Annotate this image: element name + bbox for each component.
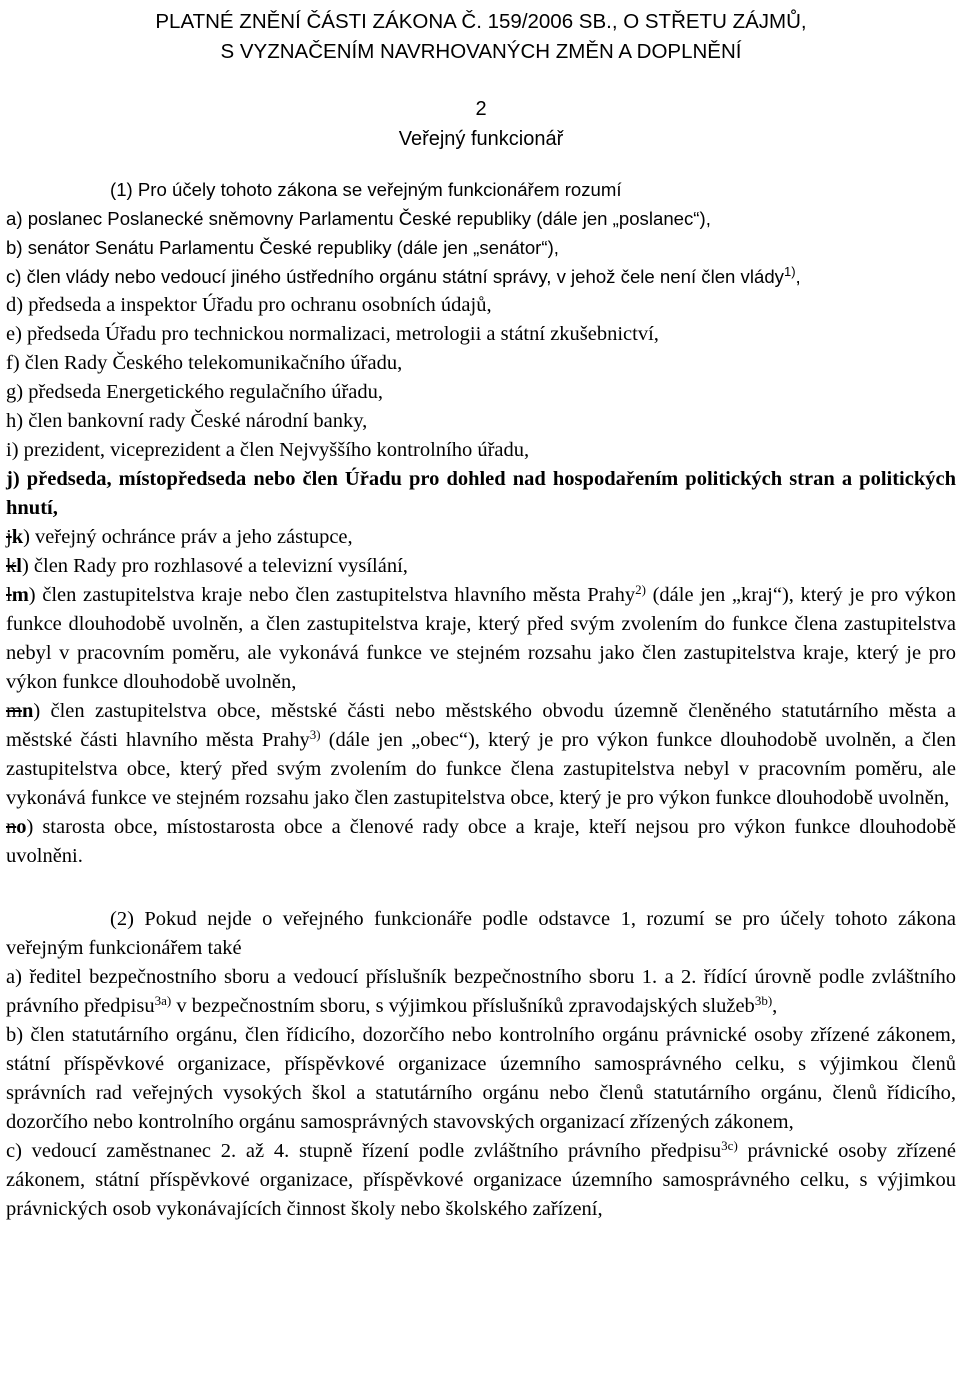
item-o — [6, 813, 956, 871]
header-line-2: S VYZNAČENÍM NAVRHOVANÝCH ZMĚN A DOPLNĚNÍ — [220, 40, 742, 63]
item-m-text-2: (dále jen „kraj“), který je pro výkon funkce dlouhodobě uvolněn, a člen zastupitelstva kraje, který před svým zvolením do funkce člena zastupitelstva nebyl v pracovním poměru, ale vykonává funkce ve stejném rozsahu jako člen zastupitelstva kraje, který je pro výkon funkce dlouhodobě uvolněn, — [6, 584, 956, 693]
item-k-text: ) veřejný ochránce práv a jeho zástupce, — [23, 526, 353, 548]
header-line-1: PLATNÉ ZNĚNÍ ČÁSTI ZÁKONA Č. 159/2006 SB., O STŘETU ZÁJMŮ, — [155, 10, 807, 33]
item-m-text-1: ) člen zastupitelstva kraje nebo člen zastupitelstva hlavního města Prahy — [28, 584, 636, 606]
inserted-letter: k — [11, 526, 24, 548]
item-c — [6, 262, 956, 291]
footnote-ref: 1) — [783, 264, 796, 279]
item-d: d) předseda a inspektor Úřadu pro ochranu osobních údajů, — [6, 294, 492, 316]
item-c-text: c) člen vlády nebo vedoucí jiného ústředního orgánu státní správy, v jehož čele není člen vlády — [6, 266, 784, 287]
deleted-letter: l — [6, 584, 12, 606]
deleted-letter: m — [6, 700, 22, 722]
paragraph-1-intro: (1) Pro účely tohoto zákona se veřejným funkcionářem rozumí — [110, 179, 622, 200]
item-m — [6, 581, 956, 697]
item-2a-text-2: v bezpečnostním sboru, s výjimkou příslušníků zpravodajských služeb — [171, 995, 755, 1017]
inserted-letter: m — [11, 584, 29, 606]
inserted-letter: n — [21, 700, 34, 722]
inserted-letter: l — [16, 555, 22, 577]
item-o-text: ) starosta obce, místostarosta obce a členové rady obce a kraje, kteří nejsou pro výkon funkce dlouhodobě uvolněni. — [6, 816, 956, 867]
item-2a-text-3: , — [772, 995, 778, 1017]
item-k — [6, 523, 956, 552]
item-2c — [6, 1137, 956, 1224]
footnote-ref: 3) — [309, 727, 321, 742]
footnote-ref: 3a) — [154, 993, 172, 1008]
paragraph-1 — [6, 175, 956, 871]
item-2a — [6, 963, 956, 1021]
item-e: e) předseda Úřadu pro technickou normalizaci, metrologii a státní zkušebnictví, — [6, 323, 659, 345]
deleted-letter: n — [6, 816, 17, 838]
item-2a-text-1: a) ředitel bezpečnostního sboru a vedoucí příslušník bezpečnostního sboru 1. a 2. řídící úrovně podle zvláštního právního předpisu — [6, 966, 956, 1017]
deleted-letter: j — [6, 526, 12, 548]
inserted-letter: o — [16, 816, 27, 838]
item-2b: b) člen statutárního orgánu, člen řídicího, dozorčího nebo kontrolního orgánu právnické osoby zřízené zákonem, státní příspěvkové organizace, příspěvkové organizace územního samosprávného celku, s výjimkou členů správních rad veřejných vysokých škol a statutárního orgánu nebo členů statutárního orgánu, členů řídicího, dozorčího nebo kontrolního orgánu samosprávných stavovských organizací zřízených zákonem, — [6, 1024, 956, 1133]
footnote-ref: 3c) — [721, 1138, 738, 1153]
item-a: a) poslanec Poslanecké sněmovny Parlamentu České republiky (dále jen „poslanec“), — [6, 208, 711, 229]
document-header — [6, 7, 956, 67]
item-n-text-1: ) člen zastupitelstva obce, městské části nebo městského obvodu územně členěného statutárního města a městské části hlavního města Prahy — [6, 700, 956, 751]
item-2c-text-1: c) vedoucí zaměstnanec 2. až 4. stupně řízení podle zvláštního právního předpisu — [6, 1140, 722, 1162]
item-i: i) prezident, viceprezident a člen Nejvyššího kontrolního úřadu, — [6, 439, 530, 461]
footnote-ref: 3b) — [754, 993, 773, 1008]
document-page — [6, 0, 956, 1224]
item-l — [6, 552, 956, 581]
item-b: b) senátor Senátu Parlamentu České republiky (dále jen „senátor“), — [6, 237, 559, 258]
section-number: 2 — [475, 98, 487, 120]
deleted-letter: k — [6, 555, 17, 577]
item-h: h) člen bankovní rady České národní banky, — [6, 410, 368, 432]
item-n-text-2: (dále jen „obec“), který je pro výkon funkce dlouhodobě uvolněn, a člen zastupitelstva obce, který před svým zvolením do funkce člena zastupitelstva nebyl v pracovním poměru, ale vykonává funkce ve stejném rozsahu jako člen zastupitelstva obce, který je pro výkon funkce dlouhodobě uvolněn, — [6, 729, 956, 809]
item-n — [6, 697, 956, 813]
item-2c-text-2: právnické osoby zřízené zákonem, státní příspěvkové organizace, příspěvkové organizace územního samosprávného celku, s výjimkou právnických osob vykonávajících činnost školy nebo školského zařízení, — [6, 1140, 956, 1220]
item-j-new: j) předseda, místopředseda nebo člen Úřadu pro dohled nad hospodařením politických stran a politických hnutí, — [6, 468, 956, 519]
item-g: g) předseda Energetického regulačního úřadu, — [6, 381, 384, 403]
paragraph-2-intro: (2) Pokud nejde o veřejného funkcionáře podle odstavce 1, rozumí se pro účely tohoto zákona veřejným funkcionářem také — [6, 908, 956, 959]
item-l-text: ) člen Rady pro rozhlasové a televizní vysílání, — [21, 555, 408, 577]
item-f: f) člen Rady Českého telekomunikačního úřadu, — [6, 352, 403, 374]
item-c-end: , — [795, 266, 801, 287]
section-title: Veřejný funkcionář — [398, 128, 564, 150]
paragraph-2 — [6, 905, 956, 1224]
footnote-ref: 2) — [635, 582, 646, 597]
